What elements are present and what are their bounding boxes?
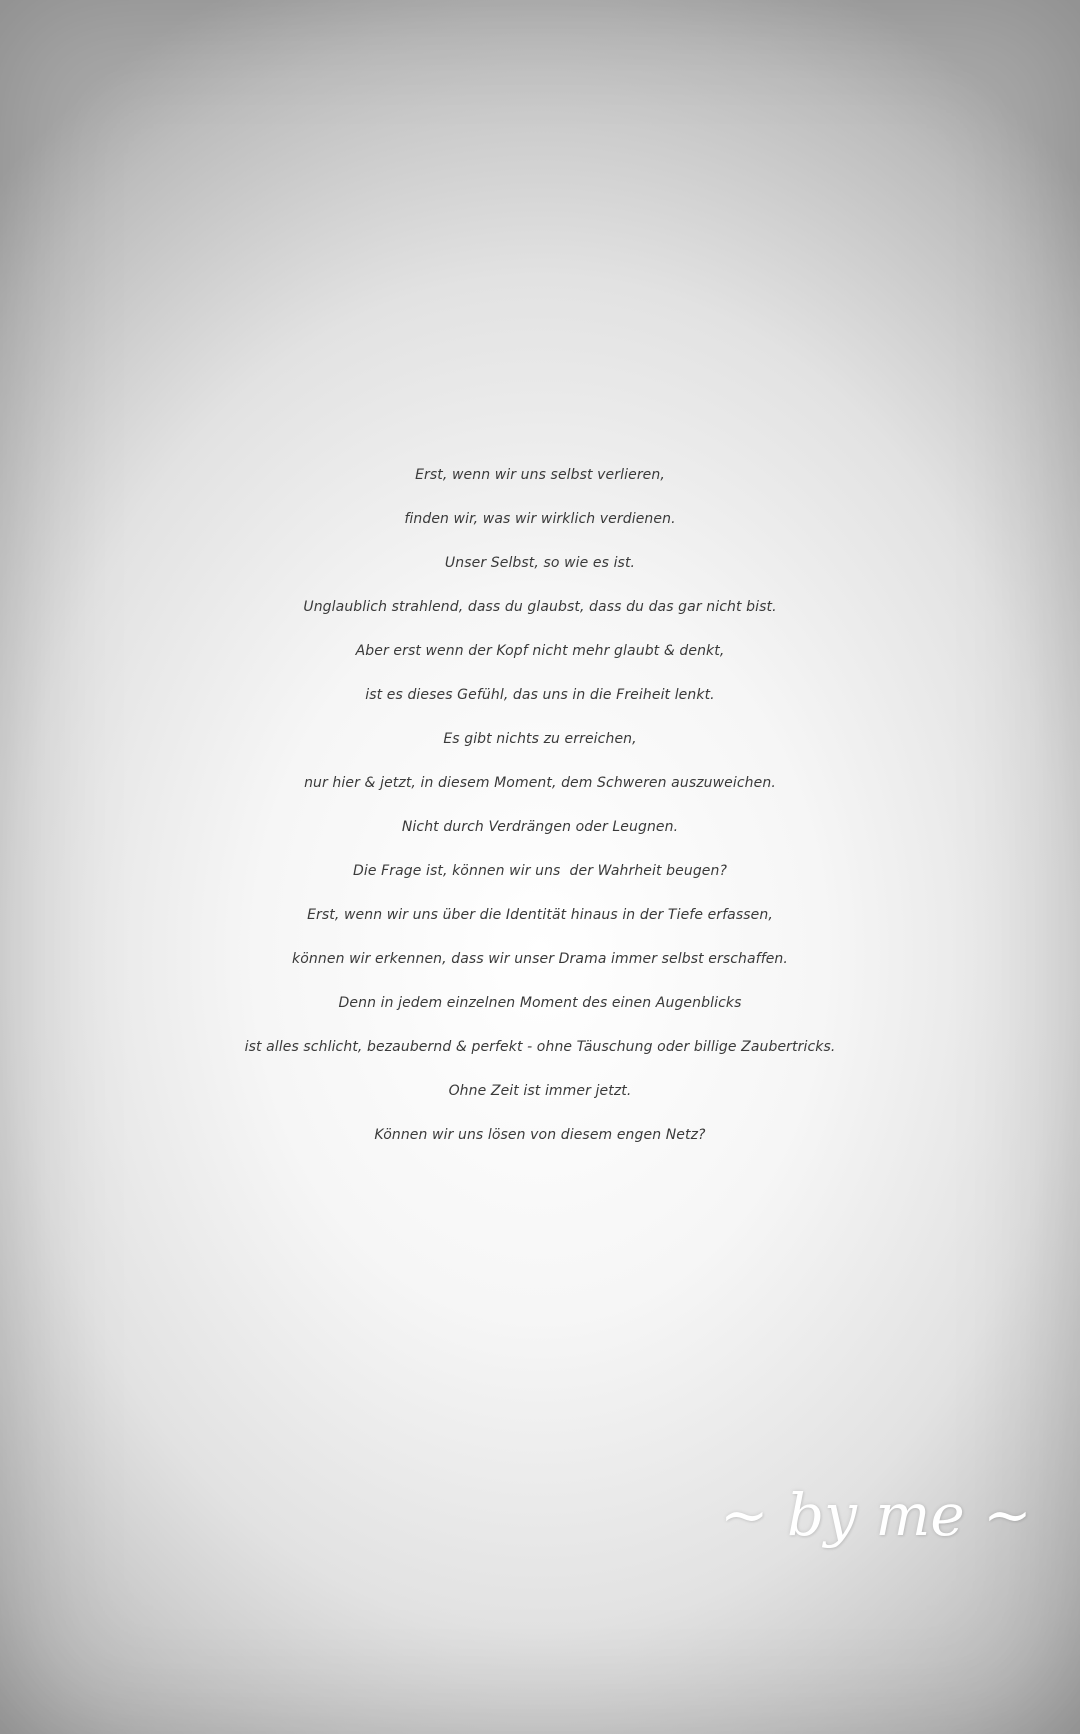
poem-line: Unglaublich strahlend, dass du glaubst, dass du das gar nicht bist.: [303, 599, 777, 615]
poem-line: finden wir, was wir wirklich verdienen.: [404, 511, 676, 527]
poem-line: Können wir uns lösen von diesem engen Netz?: [374, 1127, 706, 1143]
poem-line: Es gibt nichts zu erreichen,: [443, 731, 637, 747]
poem-line: Unser Selbst, so wie es ist.: [444, 555, 636, 571]
poem-line: Erst, wenn wir uns selbst verlieren,: [415, 467, 665, 483]
poem-line: Die Frage ist, können wir uns der Wahrheit beugen?: [352, 863, 728, 879]
signature: ~ by me ~: [720, 1481, 1032, 1549]
poem-line: ist alles schlicht, bezaubernd & perfekt - ohne Täuschung oder billige Zaubertricks.: [244, 1039, 836, 1055]
poem: [0, 453, 1080, 1157]
poem-line: nur hier & jetzt, in diesem Moment, dem Schweren auszuweichen.: [304, 775, 776, 791]
poem-line: Erst, wenn wir uns über die Identität hinaus in der Tiefe erfassen,: [307, 907, 773, 923]
poem-line: Nicht durch Verdrängen oder Leugnen.: [401, 819, 679, 835]
poem-line: Ohne Zeit ist immer jetzt.: [448, 1083, 632, 1099]
poem-line: ist es dieses Gefühl, das uns in die Freiheit lenkt.: [365, 687, 715, 703]
poem-line: Denn in jedem einzelnen Moment des einen Augenblicks: [338, 995, 742, 1011]
poem-line: Aber erst wenn der Kopf nicht mehr glaubt & denkt,: [355, 643, 725, 659]
poem-line: können wir erkennen, dass wir unser Drama immer selbst erschaffen.: [292, 951, 788, 967]
